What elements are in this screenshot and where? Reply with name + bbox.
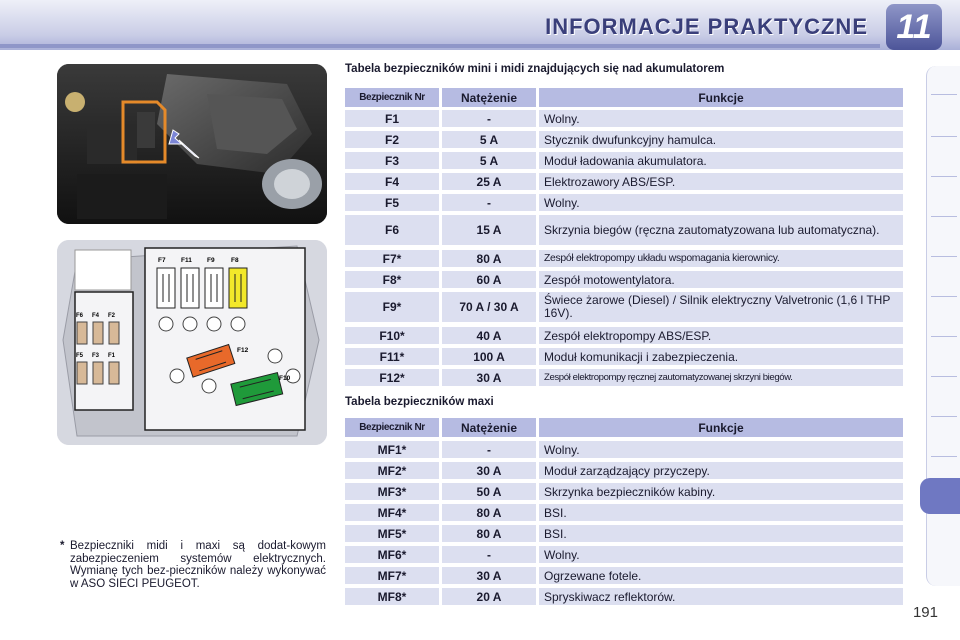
fuse-number: MF2* [345,462,439,479]
fuse-number: F4 [345,173,439,190]
fuse-label-f9: F9 [207,257,215,264]
table-row [345,462,903,479]
fuse-label-f2: F2 [108,313,116,319]
fuse-number: F3 [345,152,439,169]
tab-mark [931,216,957,217]
chapter-tab-active[interactable] [920,478,960,514]
fuse-function: Zespół elektropompy układu wspomagania kierownicy. [539,250,903,267]
fuse-label-f12: F12 [237,347,249,354]
fuse-function: Skrzynka bezpieczników kabiny. [539,483,903,500]
table1-header-function: Funkcje [539,88,903,107]
chapter-badge: 11 [886,4,942,50]
fuse-number: F5 [345,194,439,211]
fuse-function: Skrzynia biegów (ręczna zautomatyzowana lub automatyczna). [539,215,903,245]
table-row [345,194,903,211]
fuse-current: 80 A [442,504,536,521]
fuse-current: 50 A [442,483,536,500]
fuse-number: MF6* [345,546,439,563]
table1-header-nr: Bezpiecznik Nr [345,88,439,107]
table-row [345,152,903,169]
fuse-function: Spryskiwacz reflektorów. [539,588,903,605]
fuse-label-f1: F1 [108,353,116,359]
fuse-function: Wolny. [539,546,903,563]
table-row [345,588,903,605]
table-row [345,250,903,267]
table-row [345,525,903,542]
table-row [345,271,903,288]
table-row [345,441,903,458]
fuse-function: Moduł komunikacji i zabezpieczenia. [539,348,903,365]
fuse-label-f11: F11 [181,257,192,264]
tab-mark [931,136,957,137]
fuse-function: BSI. [539,525,903,542]
table2-header-current: Natężenie [442,418,536,437]
tab-mark [931,376,957,377]
table-row [345,369,903,386]
fuse-number: F7* [345,250,439,267]
fuse-function: Świece żarowe (Diesel) / Silnik elektryczny Valvetronic (1,6 l THP 16V). [539,292,903,322]
fuse-number: MF5* [345,525,439,542]
table1-header-current: Natężenie [442,88,536,107]
fuse-function: Ogrzewane fotele. [539,567,903,584]
fuse-label-f5: F5 [76,353,84,359]
engine-bay-illustration [57,64,327,224]
fuse-current: 100 A [442,348,536,365]
fuse-function: Moduł zarządzający przyczepy. [539,462,903,479]
fuse-box-diagram [57,240,327,445]
page-title: INFORMACJE PRAKTYCZNE [545,14,868,39]
fuse-number: MF7* [345,567,439,584]
fuse-label-f4: F4 [92,313,100,319]
fuse-label-f7: F7 [158,257,166,264]
fuse-number: F2 [345,131,439,148]
table-row [345,110,903,127]
fuse-number: F6 [345,215,439,245]
page-header [0,0,960,50]
fuse-function: Zespół motowentylatora. [539,271,903,288]
fuse-function: Wolny. [539,194,903,211]
fuse-number: F8* [345,271,439,288]
tab-mark [931,416,957,417]
table-row [345,504,903,521]
fuse-current: 60 A [442,271,536,288]
tab-mark [931,296,957,297]
fuse-current: 25 A [442,173,536,190]
fuse-current: 30 A [442,462,536,479]
tab-mark [931,336,957,337]
fuse-current: 80 A [442,250,536,267]
tab-mark [931,94,957,95]
fuse-function: Elektrozawory ABS/ESP. [539,173,903,190]
fuse-function: Stycznik dwufunkcyjny hamulca. [539,131,903,148]
table-row [345,292,903,322]
table-row [345,348,903,365]
fuse-number: F11* [345,348,439,365]
fuse-current: 5 A [442,152,536,169]
table-row [345,546,903,563]
tab-mark [931,456,957,457]
table-row [345,567,903,584]
fuse-current: 80 A [442,525,536,542]
fuse-current: 30 A [442,567,536,584]
fuse-label-f6: F6 [76,313,84,319]
table-row [345,173,903,190]
fuse-function: Moduł ładowania akumulatora. [539,152,903,169]
fuse-label-f10: F10 [279,375,291,382]
fuse-function: Zespół elektropompy ręcznej zautomatyzowanej skrzyni biegów. [539,369,903,386]
fuse-current: - [442,546,536,563]
fuse-current: - [442,441,536,458]
table1-header-row [345,88,903,107]
tab-mark [931,176,957,177]
table-row [345,215,903,245]
page-number: 191 [912,604,938,621]
fuse-function: BSI. [539,504,903,521]
footnote-text: Bezpieczniki midi i maxi są dodat-kowym zabezpieczeniem systemów elektrycznych. Wymianę tych bez-pieczników należy wykonywać w ASO SIECI PEUGEOT. [70,540,326,590]
fuse-current: - [442,110,536,127]
table1-title: Tabela bezpieczników mini i midi znajdujących się nad akumulatorem [345,63,725,75]
fuse-number: MF4* [345,504,439,521]
fuse-number: MF1* [345,441,439,458]
header-divider [0,44,880,48]
table-row [345,483,903,500]
table2-header-row [345,418,903,437]
engine-bay-photo [57,64,327,224]
fuse-current: 5 A [442,131,536,148]
fuse-function: Zespół elektropompy ABS/ESP. [539,327,903,344]
fuse-function: Wolny. [539,110,903,127]
fuse-number: F9* [345,292,439,322]
table2-header-function: Funkcje [539,418,903,437]
fuse-number: F10* [345,327,439,344]
fuse-number: F1 [345,110,439,127]
table-row [345,327,903,344]
table2-header-nr: Bezpiecznik Nr [345,418,439,437]
table-row [345,131,903,148]
fuse-current: 70 A / 30 A [442,292,536,322]
fuse-number: F12* [345,369,439,386]
fuse-box-illustration [57,240,327,445]
tab-mark [931,256,957,257]
fuse-current: 40 A [442,327,536,344]
fuse-current: 15 A [442,215,536,245]
footnote [60,540,326,590]
fuse-function: Wolny. [539,441,903,458]
fuse-current: 30 A [442,369,536,386]
footnote-star: * [60,540,65,552]
fuse-number: MF3* [345,483,439,500]
fuse-current: 20 A [442,588,536,605]
fuse-label-f3: F3 [92,353,100,359]
fuse-label-f8: F8 [231,257,239,264]
fuse-number: MF8* [345,588,439,605]
table2-title: Tabela bezpieczników maxi [345,396,494,408]
fuse-current: - [442,194,536,211]
